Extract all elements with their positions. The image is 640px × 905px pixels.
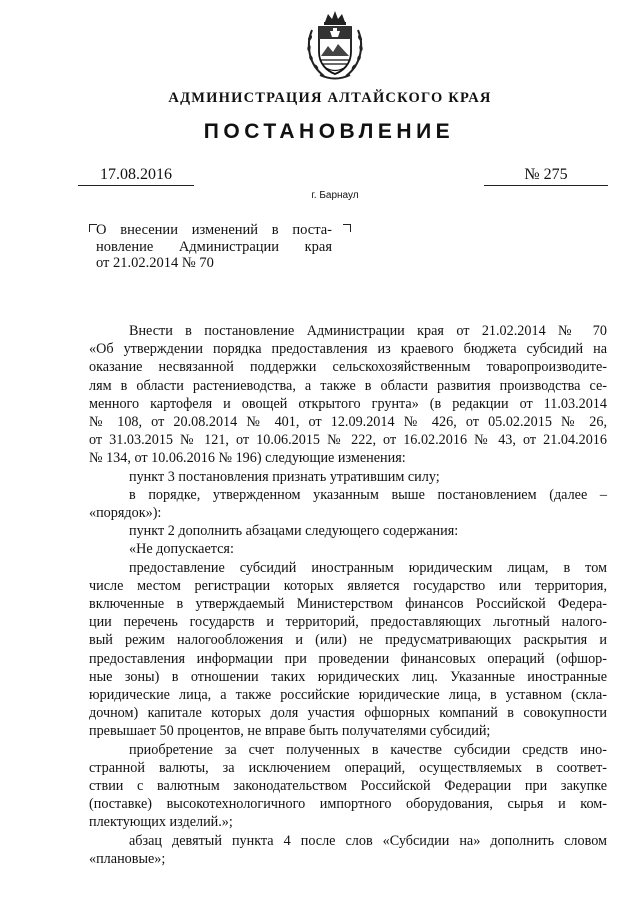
document-body: [89, 322, 607, 868]
body-line: от 31.03.2015 № 121, от 10.06.2015 № 222, от 16.02.2016 № 43, от 21.04.2016: [89, 432, 607, 449]
subject-bracket-right: [343, 224, 351, 232]
document-type-title: ПОСТАНОВЛЕНИЕ: [203, 120, 455, 143]
body-line: «Об утверждении порядка предоставления из краевого бюджета субсидий на: [89, 341, 607, 358]
subject-line: О внесении изменений в поста-: [96, 222, 332, 238]
body-line: числе местом регистрации которых является государство или территория,: [89, 577, 607, 594]
body-line: лям в области растениеводства, а также в области развития производства се-: [89, 377, 607, 394]
document-subject: [96, 222, 332, 272]
body-line: «порядок»):: [89, 505, 162, 522]
body-line: (поставке) высокотехнологичного импортного оборудования, сырья и ком-: [89, 796, 607, 813]
body-line: ствии с валютным законодательством Российской Федерации при закупке: [89, 778, 607, 795]
body-line: № 134, от 10.06.2016 № 196) следующие изменения:: [89, 450, 406, 467]
body-line: пункт 3 постановления признать утратившим силу;: [129, 468, 440, 485]
document-date: 17.08.2016: [78, 165, 194, 186]
body-line: оказание несвязанной поддержки сельскохозяйственным товаропроизводите-: [89, 359, 607, 376]
body-line: ные зоны) в отношении таких юридических лиц. Указанные иностранные: [89, 668, 607, 685]
body-line: предоставления информации при проведении финансовых операций (офшор-: [89, 650, 607, 667]
body-line: «плановые»;: [89, 850, 166, 867]
issuing-city: г. Барнаул: [311, 190, 359, 201]
body-line: юридические лица, а также российские юридические лица, в уставном (скла-: [89, 687, 607, 704]
body-line: Внести в постановление Администрации края от 21.02.2014 № 70: [129, 323, 607, 339]
document-number: № 275: [484, 165, 608, 186]
body-line: странной валюты, за исключением операций, осуществляемых в соответ-: [89, 759, 607, 776]
subject-line: новление Администрации края: [96, 238, 332, 255]
body-line: пункт 2 дополнить абзацами следующего содержания:: [129, 523, 459, 540]
body-line: плектующих изделий.»;: [89, 814, 233, 831]
body-line: предоставление субсидий иностранным юридическим лицам, в том: [129, 559, 607, 576]
subject-line: от 21.02.2014 № 70: [96, 255, 214, 271]
body-line: ции перечень государств и территорий, предоставляющих льготный налого-: [89, 614, 607, 631]
body-line: «Не допускается:: [129, 541, 234, 558]
organization-name: АДМИНИСТРАЦИЯ АЛТАЙСКОГО КРАЯ: [168, 90, 492, 106]
body-line: приобретение за счет полученных в качестве субсидии средств ино-: [129, 741, 607, 758]
body-line: включенные в утверждаемый Министерством финансов Российской Федера-: [89, 596, 607, 613]
body-line: дочном) капитале которых доля участия офшорных компаний в совокупности: [89, 705, 607, 722]
body-line: вый режим налогообложения и (или) не предусматривающих раскрытия и: [89, 632, 607, 649]
body-line: менного картофеля и овощей открытого грунта» (в редакции от 11.03.2014: [89, 395, 607, 412]
body-line: № 108, от 20.08.2014 № 401, от 12.09.2014 № 426, от 05.02.2015 № 26,: [89, 414, 607, 431]
body-line: в порядке, утвержденном указанным выше постановлением (далее –: [129, 486, 607, 503]
body-line: абзац девятый пункта 4 после слов «Субсидии на» дополнить словом: [129, 832, 607, 849]
altai-krai-emblem: [302, 8, 368, 82]
body-line: превышает 50 процентов, не вправе быть получателями субсидий;: [89, 723, 491, 740]
